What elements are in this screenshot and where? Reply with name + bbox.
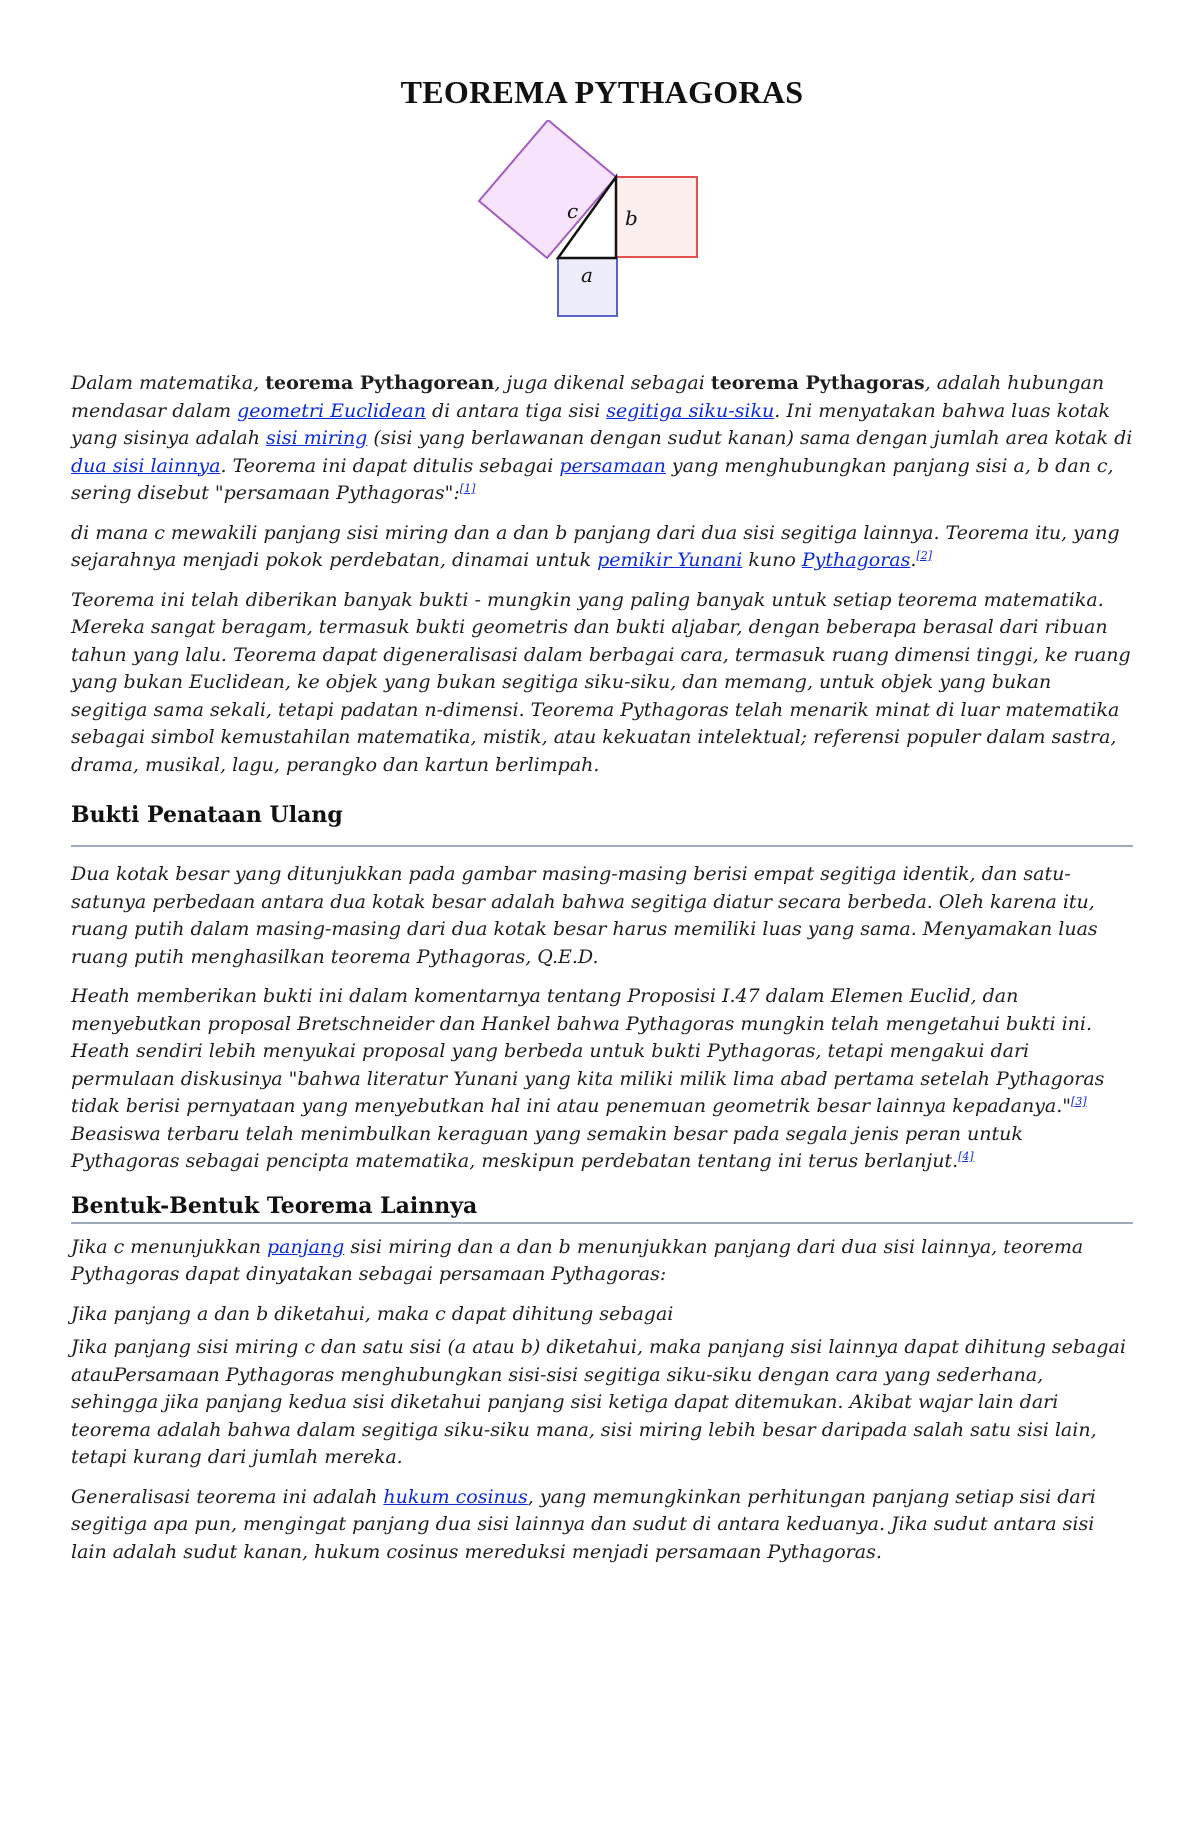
page-title: TEOREMA PYTHAGORAS (400, 74, 804, 110)
section2-paragraph-4 (71, 1484, 1133, 1567)
paragraph-3: Teorema ini telah diberikan banyak bukti - mungkin yang paling banyak untuk setiap teorema matematika. Mereka sangat beragam, termasuk bukti geometris dan bukti aljabar, dengan beberapa berasal dari ribuan tahun yang lalu. Teorema dapat digeneralisasi dalam berbagai cara, termasuk ruang dimensi tinggi, ke ruang yang bukan Euclidean, ke objek yang bukan segitiga siku-siku, dan memang, untuk objek yang bukan segitiga sama sekali, tetapi padatan n-dimensi. Teorema Pythagoras telah menarik minat di luar matematika sebagai simbol kemustahilan matematika, mistik, atau kekuatan intelektual; referensi populer dalam sastra, drama, musikal, lagu, perangko dan kartun berlimpah. (71, 588, 1131, 776)
citation-3[interactable]: [3] (1071, 1094, 1087, 1108)
text: . Teorema ini dapat ditulis sebagai (220, 454, 560, 477)
text: sisi miring dan a dan b menunjukkan panjang dari dua sisi lainnya, teorema Pythagoras dapat dinyatakan sebagai persamaan Pythagoras: (71, 1235, 1084, 1285)
section1-paragraph-2 (71, 983, 1133, 1176)
text: . Ini menyatakan bahwa luas kotak yang sisinya adalah (71, 399, 1111, 449)
text: Heath memberikan bukti ini dalam komentarnya tentang Proposisi I.47 dalam Elemen Euclid, dan menyebutkan proposal Bretschneider dan Hankel bahwa Pythagoras mungkin telah mengetahui bukti ini. Heath sendiri lebih menyukai proposal yang berbeda untuk bukti Pythagoras, tetapi mengakui dari permulaan diskusinya "bahwa literatur Yunani yang kita miliki milik lima abad pertama setelah Pythagoras tidak berisi pernyataan yang menyebutkan hal ini atau penemuan geometrik besar lainnya kepadanya." (71, 985, 1105, 1117)
text: di antara tiga sisi (425, 399, 607, 422)
citation-4[interactable]: [4] (958, 1149, 974, 1163)
section2-paragraph-2: Jika panjang a dan b diketahui, maka c dapat dihitung sebagai (71, 1302, 674, 1325)
link-hukum-cosinus[interactable]: hukum cosinus (383, 1485, 528, 1508)
label-a: a (581, 263, 593, 287)
citation-1[interactable]: [1] (459, 481, 476, 495)
pythagoras-figure (467, 120, 737, 360)
section-heading-bentuk: Bentuk-Bentuk Teorema Lainnya (71, 1190, 1133, 1224)
text: Jika c menunjukkan (71, 1235, 267, 1258)
text: , juga dikenal sebagai (494, 372, 711, 394)
text: , yang memungkinkan perhitungan panjang setiap sisi dari segitiga apa pun, mengingat panjang dua sisi lainnya dan sudut di antara keduanya. Jika sudut antara sisi lain adalah sudut kanan, hukum cosinus mereduksi menjadi persamaan Pythagoras. (71, 1485, 1096, 1563)
link-pythagoras[interactable]: Pythagoras (801, 549, 911, 571)
text: , adalah hubungan mendasar dalam (71, 372, 1105, 422)
label-c: c (567, 199, 579, 223)
paragraph-2 (71, 520, 1133, 575)
intro-paragraph (71, 370, 1133, 508)
link-dua-sisi-lainnya[interactable]: dua sisi lainnya (71, 454, 221, 477)
text: yang menghubungkan panjang sisi a, b dan c, sering disebut "persamaan Pythagoras": (71, 454, 1114, 504)
text: Beasiswa terbaru telah menimbulkan keraguan yang semakin besar pada segala jenis peran untuk Pythagoras sebagai pencipta matematika, meskipun perdebatan tentang ini terus berlanjut. (71, 1122, 1023, 1172)
text: Dalam matematika, (71, 372, 266, 394)
link-pemikir-yunani[interactable]: pemikir Yunani (597, 549, 743, 571)
bold-term: teorema Pythagoras (710, 372, 925, 394)
text: Generalisasi teorema ini adalah (71, 1485, 384, 1508)
section2-paragraph-1 (71, 1234, 1133, 1289)
text: . (910, 549, 917, 571)
link-panjang[interactable]: panjang (266, 1235, 345, 1258)
citation-2[interactable]: [2] (916, 548, 932, 562)
link-geometri-euclidean[interactable]: geometri Euclidean (237, 399, 426, 422)
section2-paragraph-3: Jika panjang sisi miring c dan satu sisi (a atau b) diketahui, maka panjang sisi lainnya dapat dihitung sebagai atauPersamaan Pythagoras menghubungkan sisi-sisi segitiga siku-siku dengan cara yang sederhana, sehingga jika panjang kedua sisi diketahui panjang sisi ketiga dapat ditemukan. Akibat wajar lain dari teorema adalah bahwa dalam segitiga siku-siku mana, sisi miring lebih besar daripada salah satu sisi lain, tetapi kurang dari jumlah mereka. (71, 1336, 1126, 1468)
text: di mana c mewakili panjang sisi miring dan a dan b panjang dari dua sisi segitiga lainnya. Teorema itu, yang sejarahnya menjadi pokok perdebatan, dinamai untuk (71, 521, 1120, 571)
bold-term: teorema Pythagorean (265, 372, 495, 394)
link-segitiga-siku-siku[interactable]: segitiga siku-siku (606, 399, 775, 422)
section1-paragraph-1: Dua kotak besar yang ditunjukkan pada gambar masing-masing berisi empat segitiga identik, dan satu-satunya perbedaan antara dua kotak besar adalah bahwa segitiga diatur secara berbeda. Oleh karena itu, ruang putih dalam masing-masing dari dua kotak besar harus memiliki luas yang sama. Menyamakan luas ruang putih menghasilkan teorema Pythagoras, Q.E.D. (71, 863, 1098, 968)
section-heading-bukti: Bukti Penataan Ulang (71, 799, 1133, 847)
text: kuno (742, 549, 802, 571)
link-sisi-miring[interactable]: sisi miring (266, 427, 368, 449)
text: (sisi yang berlawanan dengan sudut kanan) sama dengan jumlah area kotak di (367, 427, 1133, 449)
label-b: b (625, 206, 638, 230)
link-persamaan[interactable]: persamaan (559, 454, 666, 477)
document-page (71, 70, 1133, 1578)
